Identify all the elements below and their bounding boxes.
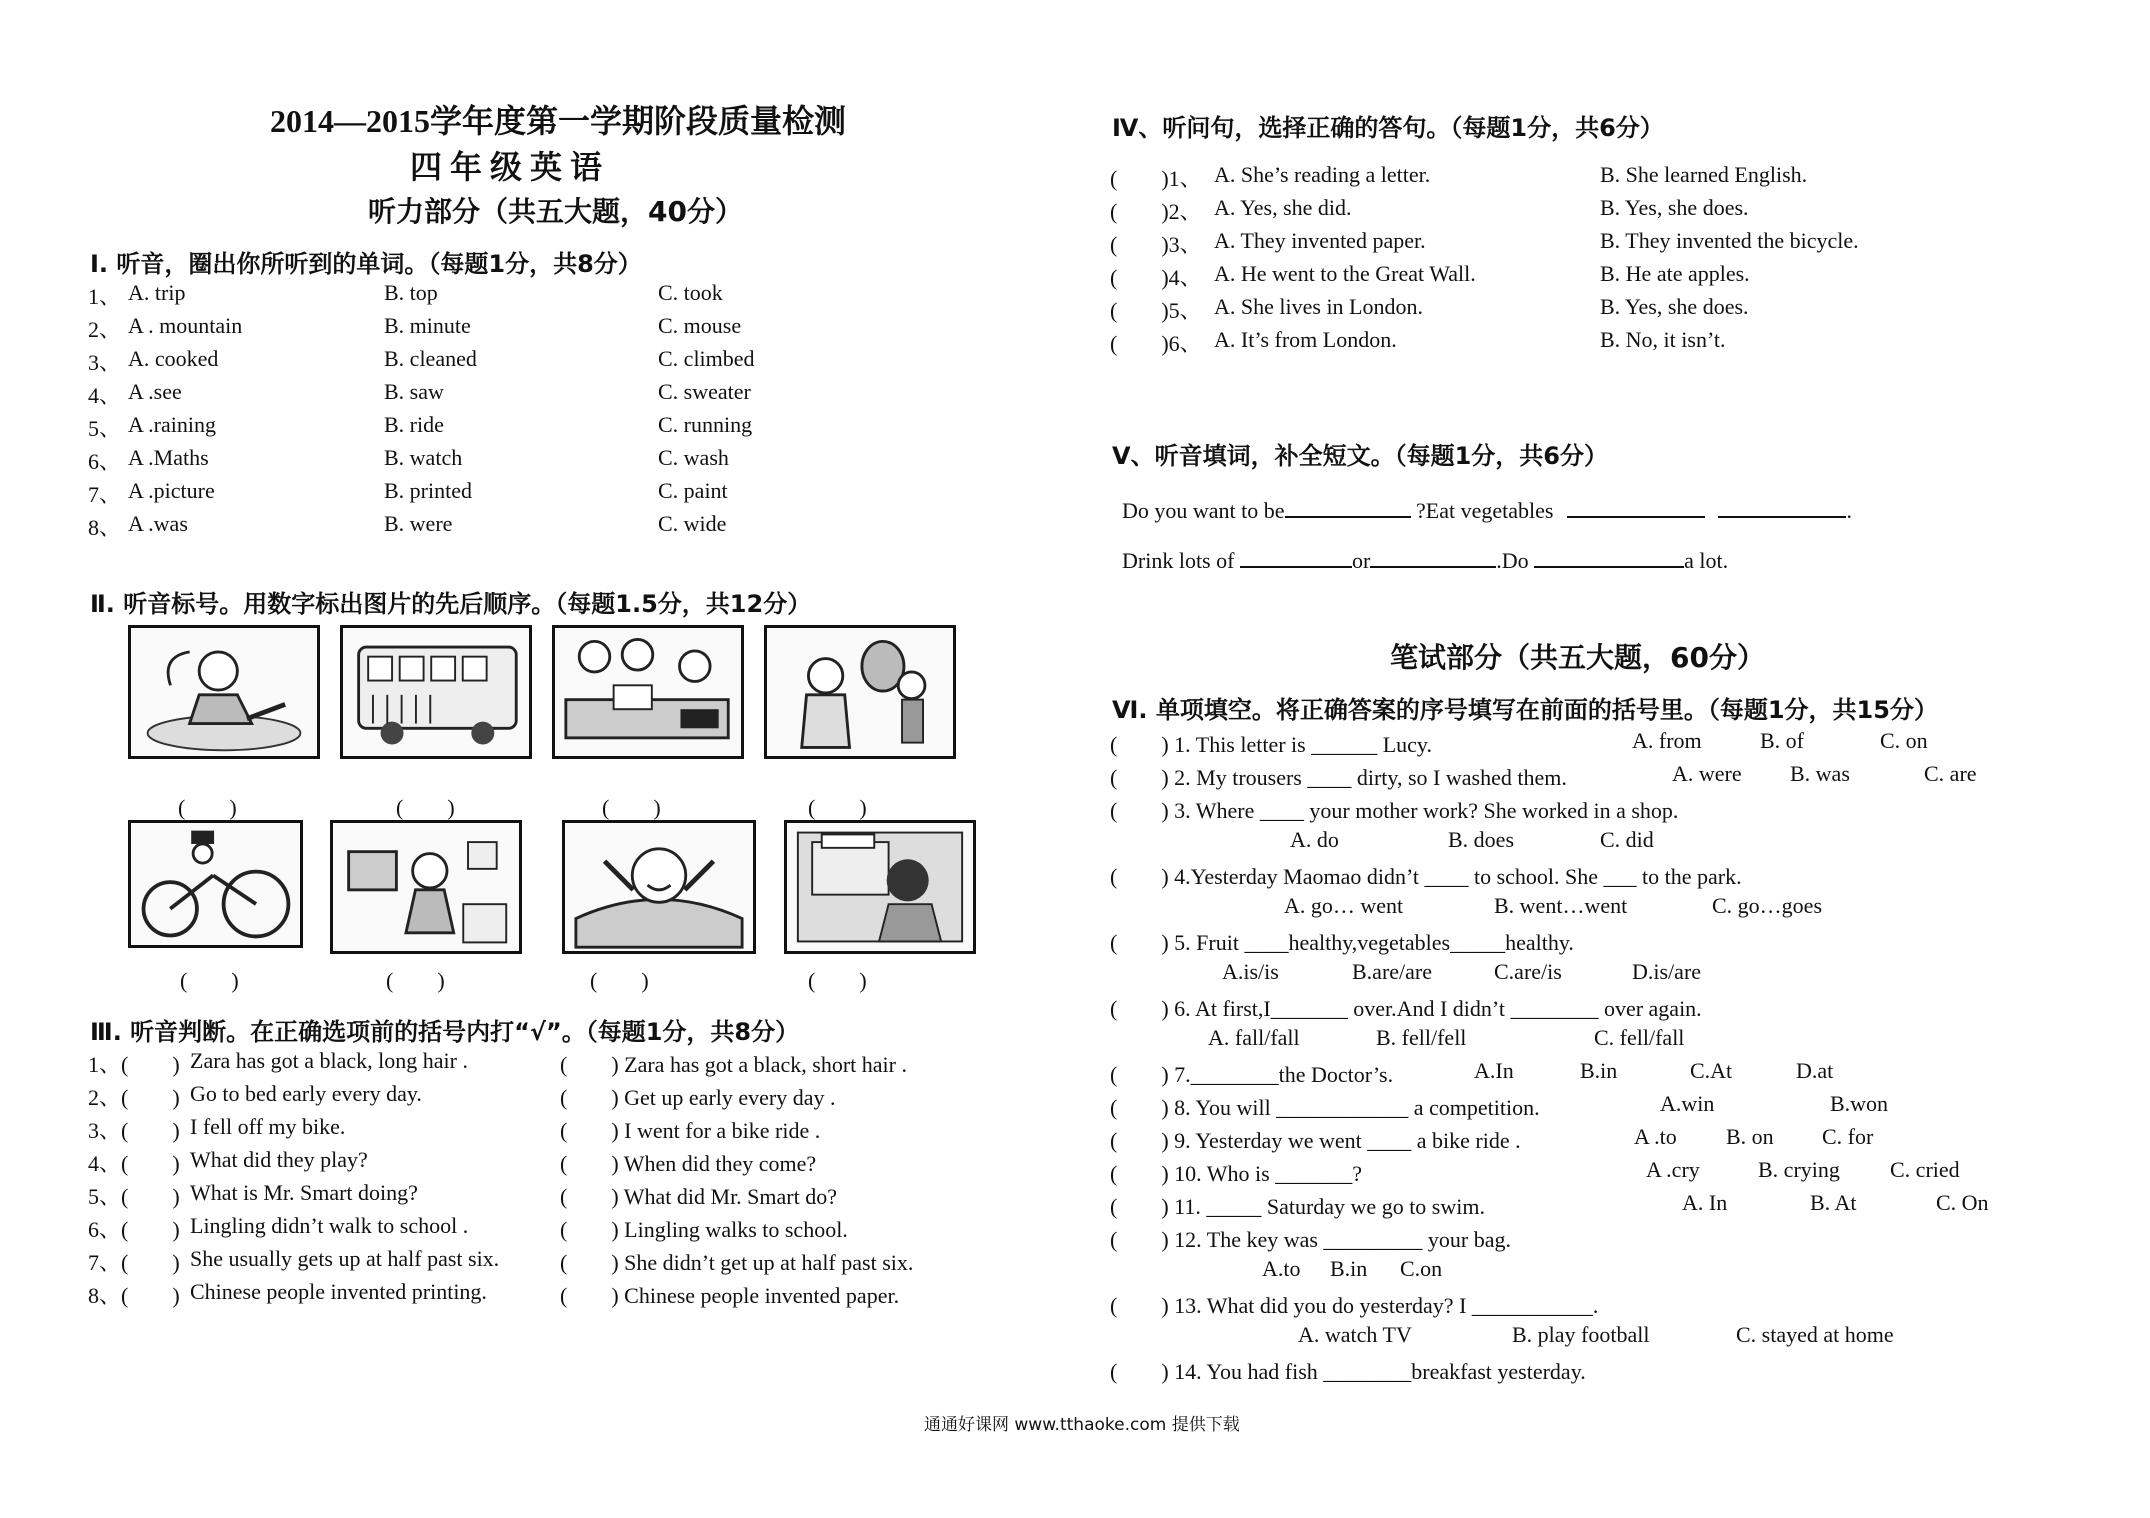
- mc-option: B. At: [1810, 1190, 1857, 1215]
- picture-8-bracket[interactable]: ( ): [808, 968, 867, 993]
- mc-option: A.In: [1474, 1058, 1514, 1083]
- answer-option-a: A. It’s from London.: [1214, 327, 1397, 352]
- section-6-heading: Ⅵ. 单项填空。将正确答案的序号填写在前面的括号里。（每题1分，共15分）: [1112, 696, 1938, 724]
- mc-option: B.in: [1330, 1256, 1368, 1281]
- answer-option-b: B. She learned English.: [1600, 162, 1808, 187]
- picture-4-gift-bag: [764, 625, 956, 759]
- option-c: C. paint: [658, 478, 728, 503]
- mc-option: A.is/is: [1222, 959, 1279, 984]
- answer-option-a: A. She’s reading a letter.: [1214, 162, 1431, 187]
- option-b: B. watch: [384, 445, 463, 470]
- picture-2-bracket[interactable]: ( ): [396, 795, 455, 820]
- option-c: C. took: [658, 280, 723, 305]
- mc-option: D.at: [1796, 1058, 1834, 1083]
- picture-5-bracket[interactable]: ( ): [180, 968, 239, 993]
- option-b: B. were: [384, 511, 453, 536]
- picture-7-waking-up: [562, 820, 756, 954]
- fill-line-2: [1122, 546, 1728, 574]
- picture-6-bracket[interactable]: ( ): [386, 968, 445, 993]
- picture-7-bracket[interactable]: ( ): [590, 968, 649, 993]
- mc-option: A.to: [1262, 1256, 1301, 1281]
- question-number: 8、: [88, 515, 122, 540]
- fill-line-1-text-b: ?Eat vegetables: [1416, 498, 1554, 523]
- mc-option: B. play football: [1512, 1322, 1650, 1347]
- mc-option: B. does: [1448, 827, 1514, 852]
- judgement-bracket: 5、( ): [88, 1184, 180, 1209]
- mc-option: A .cry: [1646, 1157, 1700, 1182]
- answer-option-a: A. She lives in London.: [1214, 294, 1423, 319]
- written-part-heading: 笔试部分（共五大题，60分）: [1390, 641, 1765, 674]
- mc-question: ( ) 8. You will ____________ a competition.: [1110, 1095, 1540, 1120]
- blank-1[interactable]: [1285, 496, 1411, 518]
- option-b: B. ride: [384, 412, 444, 437]
- option-a: A .see: [128, 379, 182, 404]
- question-number: 1、: [88, 284, 122, 309]
- mc-option: B. went…went: [1494, 893, 1628, 918]
- picture-3-classroom: [552, 625, 744, 759]
- judgement-option-b: ( ) I went for a bike ride .: [560, 1118, 821, 1143]
- fill-line-2-text-b: or: [1351, 548, 1371, 573]
- picture-1-bracket[interactable]: ( ): [178, 795, 237, 820]
- judgement-option-a: What did they play?: [190, 1147, 368, 1172]
- question-number: 2、: [88, 317, 122, 342]
- option-a: A .raining: [128, 412, 216, 437]
- section-2-heading: Ⅱ. 听音标号。用数字标出图片的先后顺序。（每题1.5分，共12分）: [90, 590, 812, 618]
- option-c: C. wash: [658, 445, 729, 470]
- fill-line-1-text-a: Do you want to be: [1122, 498, 1285, 523]
- option-a: A .Maths: [128, 445, 209, 470]
- blank-2[interactable]: [1567, 496, 1705, 518]
- judgement-bracket: 3、( ): [88, 1118, 180, 1143]
- judgement-option-b: ( ) Chinese people invented paper.: [560, 1283, 900, 1308]
- judgement-bracket: 4、( ): [88, 1151, 180, 1176]
- option-a: A. trip: [128, 280, 186, 305]
- option-c: C. wide: [658, 511, 727, 536]
- mc-question: ( ) 14. You had fish ________breakfast yesterday.: [1110, 1359, 1586, 1384]
- mc-option: A. go… went: [1284, 893, 1404, 918]
- mc-question: ( ) 6. At first,I_______ over.And I didn’t ________ over again.: [1110, 996, 1702, 1021]
- judgement-bracket: 2、( ): [88, 1085, 180, 1110]
- picture-4-bracket[interactable]: ( ): [808, 795, 867, 820]
- judgement-option-b: ( ) Zara has got a black, short hair .: [560, 1052, 907, 1077]
- section-4-heading: Ⅳ、听问句，选择正确的答句。（每题1分，共6分）: [1112, 114, 1664, 142]
- answer-option-a: A. They invented paper.: [1214, 228, 1426, 253]
- mc-option: C. On: [1936, 1190, 1989, 1215]
- judgement-option-b: ( ) She didn’t get up at half past six.: [560, 1250, 914, 1275]
- picture-2-bus: [340, 625, 532, 759]
- judgement-option-a: Go to bed early every day.: [190, 1081, 422, 1106]
- answer-bracket: ( )5、: [1110, 298, 1202, 323]
- answer-option-b: B. No, it isn’t.: [1600, 327, 1726, 352]
- mc-option: C. stayed at home: [1736, 1322, 1894, 1347]
- picture-1-ice-skating: [128, 625, 320, 759]
- mc-question: ( ) 7.________the Doctor’s.: [1110, 1062, 1394, 1087]
- judgement-option-b: ( ) Lingling walks to school.: [560, 1217, 848, 1242]
- option-c: C. sweater: [658, 379, 751, 404]
- fill-line-1-text-c: .: [1846, 498, 1852, 523]
- answer-option-b: B. He ate apples.: [1600, 261, 1750, 286]
- answer-option-b: B. Yes, she does.: [1600, 195, 1749, 220]
- fill-line-2-text-d: a lot.: [1684, 548, 1729, 573]
- option-a: A .picture: [128, 478, 215, 503]
- answer-option-b: B. Yes, she does.: [1600, 294, 1749, 319]
- question-number: 3、: [88, 350, 122, 375]
- answer-option-a: A. Yes, she did.: [1214, 195, 1352, 220]
- option-c: C. climbed: [658, 346, 755, 371]
- judgement-option-a: Zara has got a black, long hair .: [190, 1048, 468, 1073]
- picture-6-tv-room: [330, 820, 522, 954]
- footer-note: 通通好课网 www.tthaoke.com 提供下载: [924, 1415, 1240, 1435]
- judgement-bracket: 1、( ): [88, 1052, 180, 1077]
- answer-bracket: ( )4、: [1110, 265, 1202, 290]
- judgement-bracket: 7、( ): [88, 1250, 180, 1275]
- blank-6[interactable]: [1534, 546, 1684, 568]
- mc-question: ( ) 12. The key was _________ your bag.: [1110, 1227, 1512, 1252]
- mc-option: C. cried: [1890, 1157, 1960, 1182]
- judgement-bracket: 8、( ): [88, 1283, 180, 1308]
- mc-option: C. on: [1880, 728, 1928, 753]
- exam-subtitle: 四 年 级 英 语: [410, 149, 603, 185]
- mc-option: D.is/are: [1632, 959, 1702, 984]
- mc-option: A. fall/fall: [1208, 1025, 1300, 1050]
- mc-option: B. fell/fell: [1376, 1025, 1467, 1050]
- mc-option: B.won: [1830, 1091, 1889, 1116]
- mc-option: A. watch TV: [1298, 1322, 1412, 1347]
- mc-question: ( ) 3. Where ____ your mother work? She worked in a shop.: [1110, 798, 1679, 823]
- mc-question: ( ) 5. Fruit ____healthy,vegetables_____healthy.: [1110, 930, 1574, 955]
- mc-option: C. go…goes: [1712, 893, 1822, 918]
- picture-3-bracket[interactable]: ( ): [602, 795, 661, 820]
- mc-option: C. fell/fall: [1594, 1025, 1685, 1050]
- blank-4[interactable]: [1240, 546, 1352, 568]
- option-c: C. mouse: [658, 313, 742, 338]
- mc-option: B. was: [1790, 761, 1850, 786]
- fill-line-2-text-a: Drink lots of: [1122, 548, 1235, 573]
- mc-option: C. for: [1822, 1124, 1874, 1149]
- mc-option: A. In: [1682, 1190, 1728, 1215]
- answer-bracket: ( )2、: [1110, 199, 1202, 224]
- mc-option: C.on: [1400, 1256, 1443, 1281]
- mc-option: A. do: [1290, 827, 1339, 852]
- mc-option: A.win: [1660, 1091, 1715, 1116]
- question-number: 6、: [88, 449, 122, 474]
- mc-option: C.are/is: [1494, 959, 1562, 984]
- option-b: B. minute: [384, 313, 471, 338]
- answer-bracket: ( )6、: [1110, 331, 1202, 356]
- mc-question: ( ) 10. Who is _______?: [1110, 1161, 1362, 1186]
- question-number: 5、: [88, 416, 122, 441]
- section-3-heading: Ⅲ. 听音判断。在正确选项前的括号内打“√”。（每题1分，共8分）: [90, 1018, 800, 1046]
- mc-option: B.in: [1580, 1058, 1618, 1083]
- section-1-heading: Ⅰ. 听音，圈出你所听到的单词。（每题1分，共8分）: [90, 250, 642, 278]
- mc-option: C. are: [1924, 761, 1977, 786]
- section-5-heading: Ⅴ、听音填词，补全短文。（每题1分，共6分）: [1112, 442, 1608, 470]
- fill-line-2-text-c: .Do: [1496, 548, 1529, 573]
- mc-question: ( ) 9. Yesterday we went ____ a bike ride .: [1110, 1128, 1521, 1153]
- judgement-option-a: I fell off my bike.: [190, 1114, 346, 1139]
- mc-option: B. on: [1726, 1124, 1774, 1149]
- mc-option: B. crying: [1758, 1157, 1840, 1182]
- listening-part-heading: 听力部分（共五大题，40分）: [368, 195, 743, 228]
- option-a: A .was: [128, 511, 188, 536]
- picture-8-school: [784, 820, 976, 954]
- mc-option: A. from: [1632, 728, 1702, 753]
- answer-bracket: ( )3、: [1110, 232, 1202, 257]
- mc-question: ( ) 13. What did you do yesterday? I ___________.: [1110, 1293, 1599, 1318]
- exam-title: 2014—2015学年度第一学期阶段质量检测: [270, 103, 847, 139]
- blank-3[interactable]: [1718, 496, 1846, 518]
- answer-bracket: ( )1、: [1110, 166, 1202, 191]
- mc-option: B. of: [1760, 728, 1804, 753]
- mc-question: ( ) 2. My trousers ____ dirty, so I washed them.: [1110, 765, 1567, 790]
- blank-5[interactable]: [1370, 546, 1496, 568]
- answer-option-b: B. They invented the bicycle.: [1600, 228, 1859, 253]
- judgement-bracket: 6、( ): [88, 1217, 180, 1242]
- judgement-option-a: Lingling didn’t walk to school .: [190, 1213, 469, 1238]
- judgement-option-b: ( ) When did they come?: [560, 1151, 817, 1176]
- fill-line-1: [1122, 496, 1852, 524]
- mc-option: A. were: [1672, 761, 1742, 786]
- judgement-option-b: ( ) Get up early every day .: [560, 1085, 836, 1110]
- mc-option: A .to: [1634, 1124, 1677, 1149]
- option-a: A . mountain: [128, 313, 243, 338]
- judgement-option-a: She usually gets up at half past six.: [190, 1246, 500, 1271]
- judgement-option-a: Chinese people invented printing.: [190, 1279, 487, 1304]
- option-b: B. top: [384, 280, 438, 305]
- mc-option: C. did: [1600, 827, 1654, 852]
- mc-option: C.At: [1690, 1058, 1733, 1083]
- judgement-option-b: ( ) What did Mr. Smart do?: [560, 1184, 837, 1209]
- question-number: 4、: [88, 383, 122, 408]
- mc-question: ( ) 11. _____ Saturday we go to swim.: [1110, 1194, 1485, 1219]
- option-b: B. printed: [384, 478, 472, 503]
- question-number: 7、: [88, 482, 122, 507]
- answer-option-a: A. He went to the Great Wall.: [1214, 261, 1476, 286]
- mc-question: ( ) 4.Yesterday Maomao didn’t ____ to school. She ___ to the park.: [1110, 864, 1742, 889]
- option-b: B. saw: [384, 379, 444, 404]
- mc-question: ( ) 1. This letter is ______ Lucy.: [1110, 732, 1433, 757]
- picture-5-bicycle: [128, 820, 303, 948]
- option-c: C. running: [658, 412, 753, 437]
- mc-option: B.are/are: [1352, 959, 1432, 984]
- judgement-option-a: What is Mr. Smart doing?: [190, 1180, 418, 1205]
- option-a: A. cooked: [128, 346, 219, 371]
- option-b: B. cleaned: [384, 346, 477, 371]
